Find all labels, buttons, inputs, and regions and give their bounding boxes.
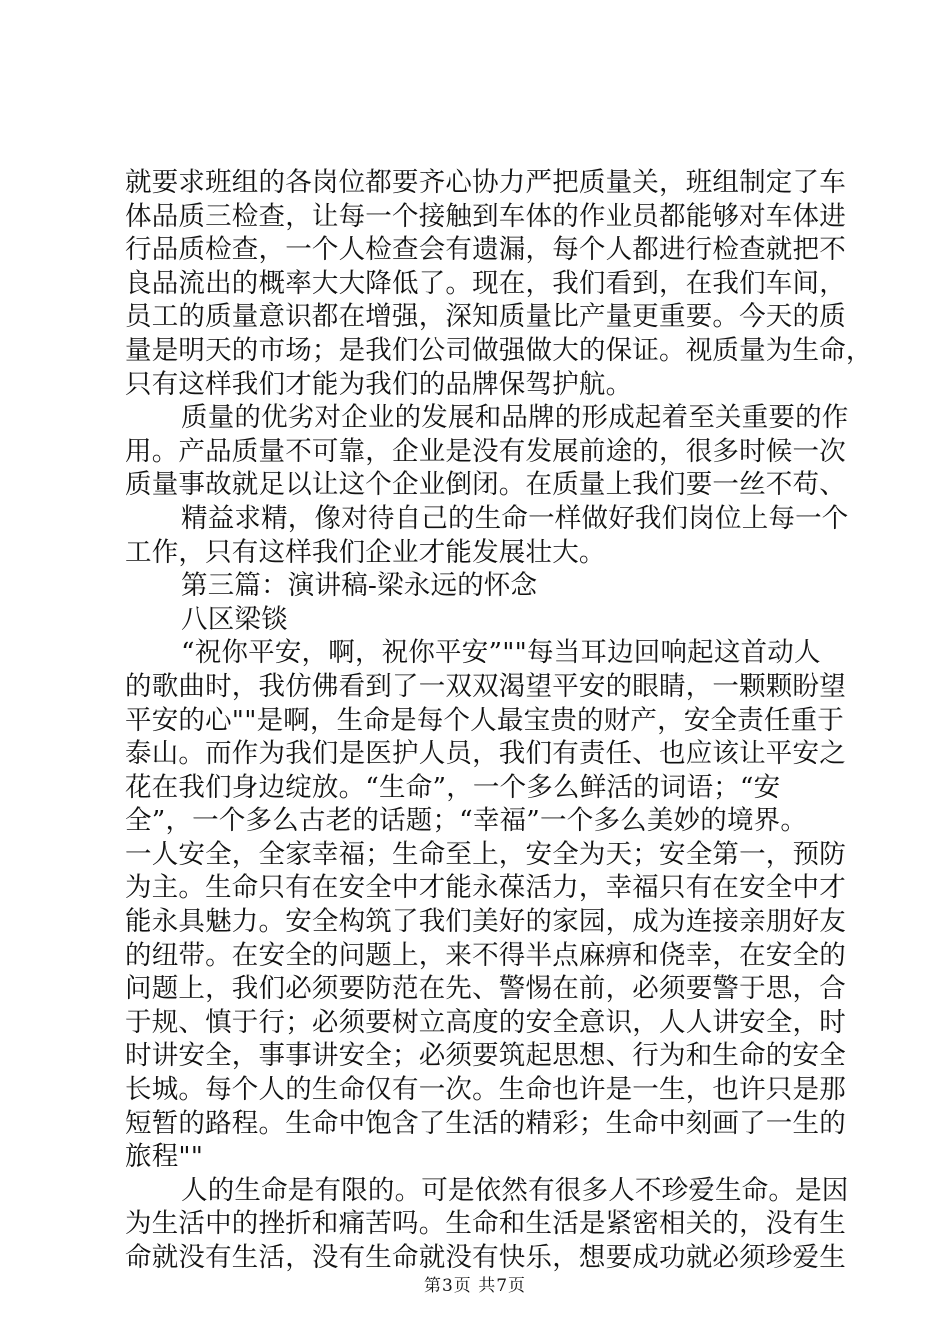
text-line: 短暂的路程。生命中饱含了生活的精彩；生命中刻画了一生的 xyxy=(125,1107,846,1139)
text-line: 体品质三检查，让每一个接触到车体的作业员都能够对车体进 xyxy=(125,200,846,232)
text-line: 为主。生命只有在安全中才能永葆活力，幸福只有在安全中才 xyxy=(125,872,846,904)
text-line: 员工的质量意识都在增强，深知质量比产量更重要。今天的质 xyxy=(125,301,846,333)
text-line: 旅程"" xyxy=(125,1141,204,1173)
text-line: 良品流出的概率大大降低了。现在，我们看到，在我们车间， xyxy=(125,267,846,299)
text-line: 的纽带。在安全的问题上，来不得半点麻痹和侥幸，在安全的 xyxy=(125,939,846,971)
text-line: 只有这样我们才能为我们的品牌保驾护航。 xyxy=(125,368,633,400)
text-line: 长城。每个人的生命仅有一次。生命也许是一生，也许只是那 xyxy=(125,1074,846,1106)
text-line: 命就没有生活，没有生命就没有快乐，想要成功就必须珍爱生 xyxy=(125,1242,846,1273)
text-line: 第三篇：演讲稿-梁永远的怀念 xyxy=(181,570,538,602)
page-footer: 第3页 共7页 xyxy=(423,1276,527,1296)
text-line: 行品质检查，一个人检查会有遗漏，每个人都进行检查就把不 xyxy=(125,234,846,266)
text-line: 为生活中的挫折和痛苦吗。生命和生活是紧密相关的，没有生 xyxy=(125,1208,846,1240)
text-line: 平安的心""是啊，生命是每个人最宝贵的财产，安全责任重于 xyxy=(125,704,844,736)
text-line: 质量的优劣对企业的发展和品牌的形成起着至关重要的作 xyxy=(181,402,849,434)
text-line: 能永具魅力。安全构筑了我们美好的家园，成为连接亲朋好友 xyxy=(125,906,846,938)
text-line: 人的生命是有限的。可是依然有很多人不珍爱生命。是因 xyxy=(181,1174,849,1206)
text-line: 于规、慎于行；必须要树立高度的安全意识，人人讲安全，时 xyxy=(125,1006,846,1038)
text-line: 的歌曲时，我仿佛看到了一双双渴望平安的眼睛，一颗颗盼望 xyxy=(125,670,846,702)
body-text xyxy=(125,166,873,1275)
text-line: 全”，一个多么古老的话题；“幸福”一个多么美妙的境界。 xyxy=(125,805,808,837)
text-line: 质量事故就足以让这个企业倒闭。在质量上我们要一丝不苟、 xyxy=(125,469,846,501)
text-line: 泰山。而作为我们是医护人员，我们有责任、也应该让平安之 xyxy=(125,738,846,770)
text-line: “祝你平安，啊，祝你平安”""每当耳边回响起这首动人 xyxy=(181,637,821,669)
text-line: 花在我们身边绽放。“生命”，一个多么鲜活的词语；“安 xyxy=(125,771,781,803)
text-line: 量是明天的市场；是我们公司做强做大的保证。视质量为生命， xyxy=(125,334,873,366)
text-line: 一人安全，全家幸福；生命至上，安全为天；安全第一，预防 xyxy=(125,838,846,870)
text-line: 工作，只有这样我们企业才能发展壮大。 xyxy=(125,536,606,568)
text-line: 问题上，我们必须要防范在先、警惕在前，必须要警于思，合 xyxy=(125,973,846,1005)
text-line: 精益求精，像对待自己的生命一样做好我们岗位上每一个 xyxy=(181,502,849,534)
text-line: 时讲安全，事事讲安全；必须要筑起思想、行为和生命的安全 xyxy=(125,1040,846,1072)
text-line: 就要求班组的各岗位都要齐心协力严把质量关，班组制定了车 xyxy=(125,167,846,198)
text-line: 用。产品质量不可靠，企业是没有发展前途的，很多时候一次 xyxy=(125,435,846,467)
text-line: 八区梁锬 xyxy=(181,603,288,635)
